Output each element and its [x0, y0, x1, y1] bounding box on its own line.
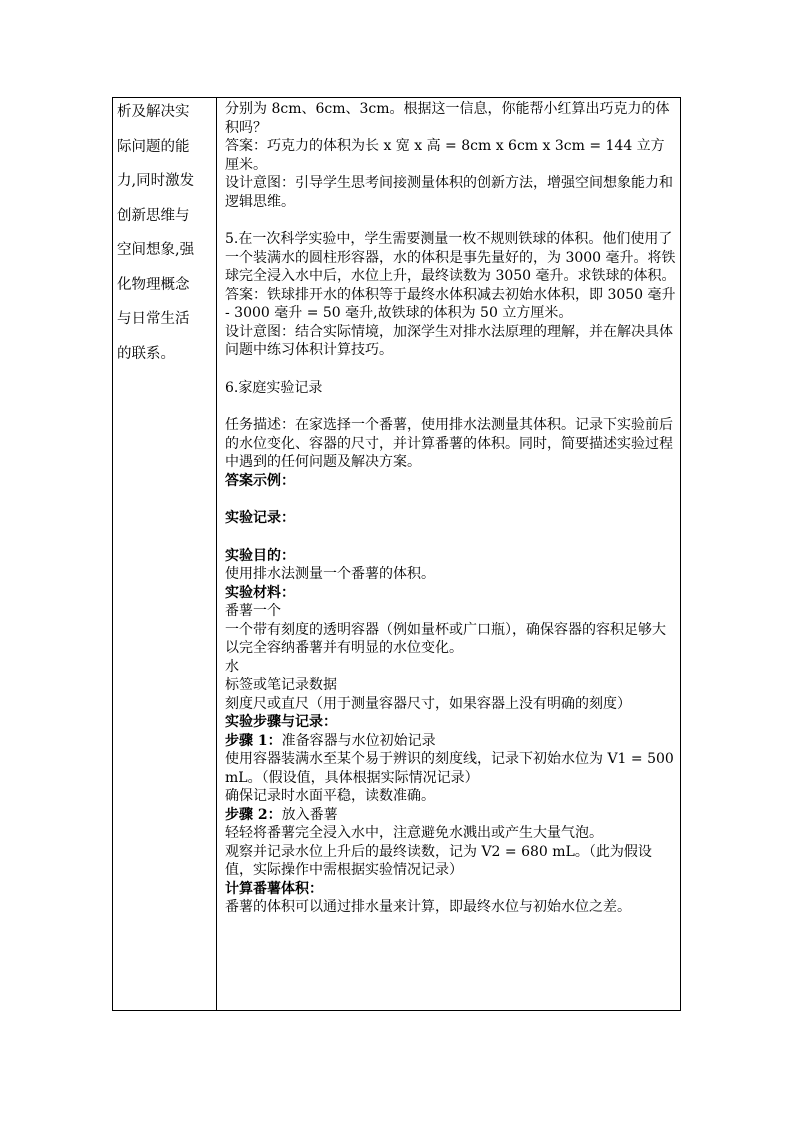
objective-line: 力,同时激发 [117, 173, 195, 189]
purpose-heading: 实验目的： [225, 547, 295, 564]
calc-text: 番薯的体积可以通过排水量来计算，即最终水位与初始水位之差。 [225, 899, 631, 915]
exercise-column [225, 100, 677, 917]
question-5-answer: 答案：铁球排开水的体积等于最终水体积减去初始水体积，即 3050 毫升 - 3000 毫升 = 50 毫升,故铁球的体积为 50 立方厘米。 [225, 286, 676, 321]
purpose-text: 使用排水法测量一个番薯的体积。 [225, 566, 435, 582]
steps-heading: 实验步骤与记录： [225, 714, 337, 730]
step-2-observe: 观察并记录水位上升后的最终读数，记为 V2 = 680 mL。（此为假设值，实际操作中需根据实验情况记录） [225, 843, 652, 878]
spacer [225, 397, 677, 416]
material-item: 番薯一个 [225, 603, 281, 619]
step-2-heading [225, 806, 677, 825]
step-1-heading [225, 732, 677, 751]
objective-line: 的联系。 [117, 345, 175, 362]
question-5-design-intent: 设计意图：结合实际情境，加深学生对排水法原理的理解，并在解决具体问题中练习体积计算技巧。 [225, 323, 673, 358]
objective-column [117, 102, 213, 378]
material-item: 刻度尺或直尺（用于测量容器尺寸，如果容器上没有明确的刻度） [225, 695, 631, 712]
step-1-text: 使用容器装满水至某个易于辨识的刻度线，记录下初始水位为 V1 = 500 mL。（假设值，具体根据实际情况记录） [225, 751, 674, 786]
question-6-task: 任务描述：在家选择一个番薯，使用排水法测量其体积。记录下实验前后的水位变化、容器的尺寸，并计算番薯的体积。同时，简要描述实验过程中遇到的任何问题及解决方案。 [225, 417, 673, 470]
step-2-text: 轻轻将番薯完全浸入水中，注意避免水溅出或产生大量气泡。 [225, 825, 603, 841]
step-2-label: 步骤 2： [225, 806, 282, 823]
material-item: 水 [225, 658, 239, 675]
content-table [112, 97, 681, 1011]
objective-line: 化物理概念 [117, 276, 190, 293]
record-heading: 实验记录： [225, 510, 295, 526]
question-5: 5.在一次科学实验中，学生需要测量一枚不规则铁球的体积。他们使用了一个装满水的圆柱形容器，水的体积是事先量好的，为 3000 毫升。将铁球完全浸入水中后，水位上升，最终读数为 3050 毫升。求铁球的体积。 [225, 231, 676, 284]
spacer [225, 211, 677, 230]
material-item: 一个带有刻度的透明容器（例如量杯或广口瓶），确保容器的容积足够大以完全容纳番薯并有明显的水位变化。 [225, 621, 666, 656]
material-item: 标签或笔记录数据 [225, 677, 337, 693]
objective-line: 空间想象,强 [117, 242, 195, 258]
objective-line: 创新思维与 [117, 207, 190, 224]
step-1-title: 准备容器与水位初始记录 [281, 732, 436, 749]
question-4-answer: 答案：巧克力的体积为长 x 宽 x 高 = 8cm x 6cm x 3cm = 144 立方厘米。 [225, 138, 665, 173]
objective-line: 际问题的能 [117, 138, 190, 155]
spacer [225, 528, 677, 547]
calc-heading: 计算番薯体积： [225, 880, 323, 897]
step-1-note: 确保记录时水面平稳，读数准确。 [225, 788, 435, 804]
question-4-design-intent: 设计意图：引导学生思考间接测量体积的创新方法，增强空间想象能力和逻辑思维。 [225, 175, 673, 210]
step-1-label: 步骤 1： [225, 732, 282, 749]
step-2-title: 放入番薯 [281, 806, 338, 823]
objective-line: 析及解决实 [117, 104, 190, 120]
objective-line: 与日常生活 [117, 311, 190, 327]
question-6-title: 6.家庭实验记录 [225, 379, 323, 396]
materials-heading: 实验材料： [225, 584, 295, 601]
answer-example-heading: 答案示例： [225, 472, 295, 489]
spacer [225, 360, 677, 379]
spacer [225, 490, 677, 509]
column-divider [216, 98, 217, 1010]
question-4-tail: 分别为 8cm、6cm、3cm。根据这一信息，你能帮小红算出巧克力的体积吗？ [225, 101, 670, 136]
